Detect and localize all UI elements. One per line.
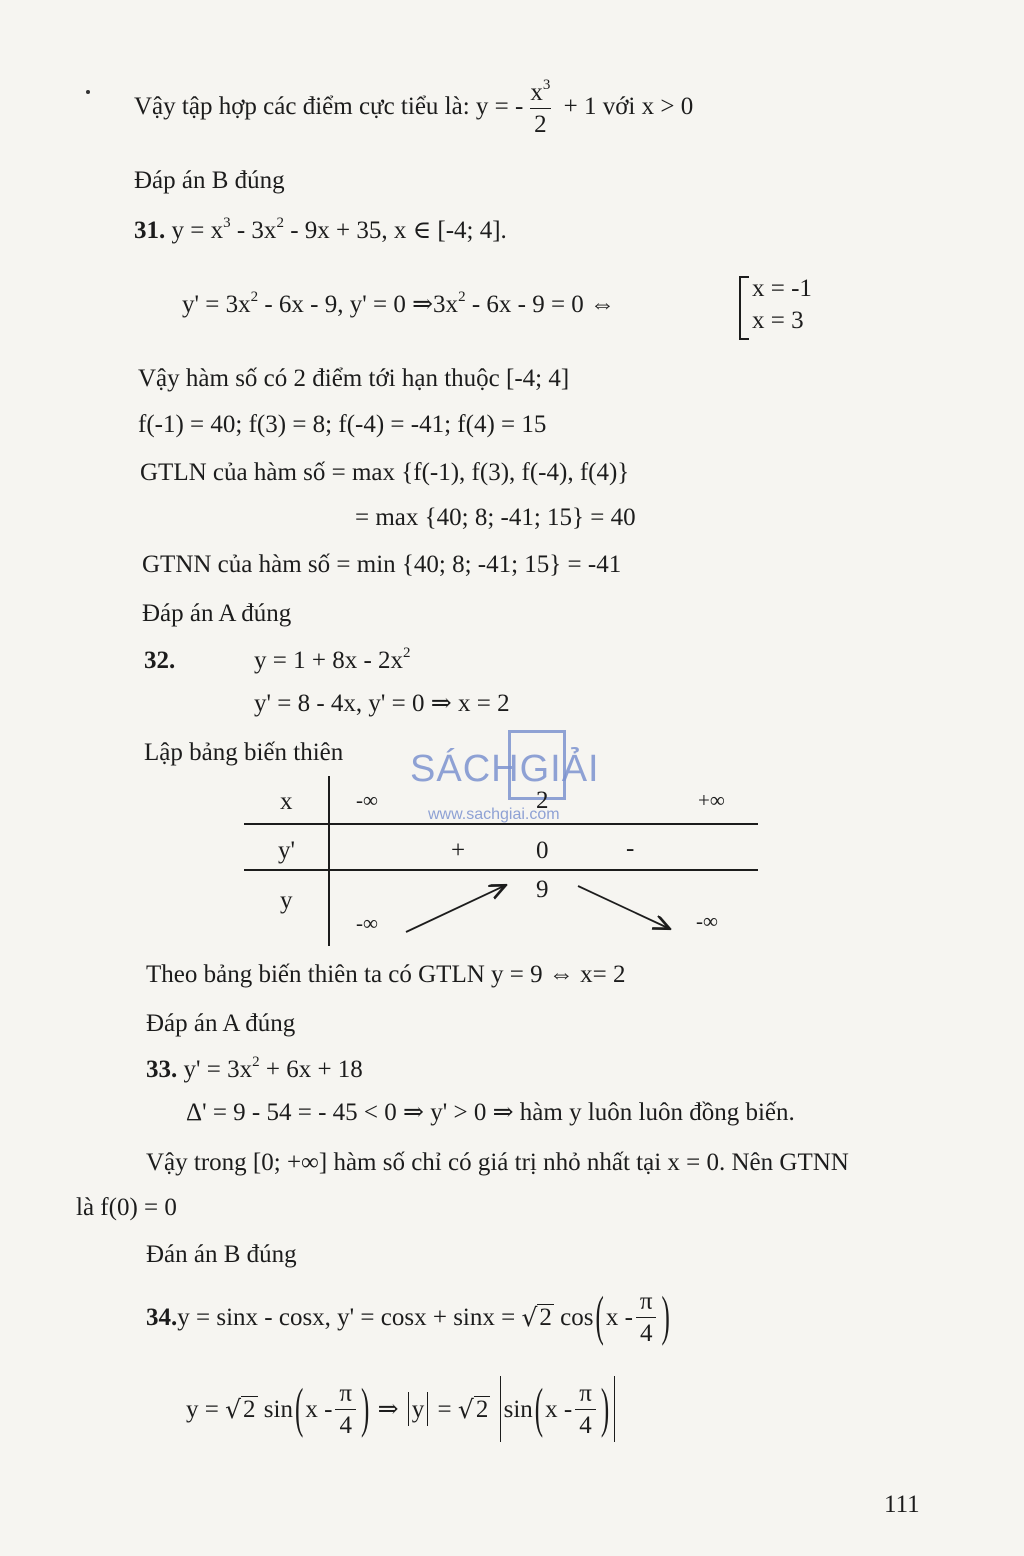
x-left: -∞	[356, 788, 378, 812]
answer-33: Đán án B đúng	[146, 1241, 297, 1268]
arrow-increasing	[406, 886, 504, 932]
fraction-pi-over-4: $\frac{\pi}{4}$	[636, 1289, 657, 1346]
y-left: -∞	[356, 911, 378, 935]
yprime-left: +	[451, 837, 466, 864]
root-1: x = -1	[752, 275, 812, 302]
problem-31-derivative: $y' = 3x^2 - 6x - 9$, y' = 0 $\Rightarrow 3x^2 - 6x - 9 = 0$ ⇔	[182, 288, 616, 318]
row-label-y: y	[280, 887, 293, 914]
variation-table-title: Lập bảng biến thiên	[144, 739, 344, 766]
answer-31: Đáp án A đúng	[142, 600, 292, 627]
problem-34-line-1: 34. y = sinx - cosx, y' = cosx + sinx = √ 2 cos ( x - $\frac{\pi}{4}$ )	[146, 1287, 670, 1347]
y-max: 9	[536, 876, 549, 903]
arrow-decreasing	[578, 886, 668, 928]
watermark-url: www.sachgiai.com	[428, 806, 560, 823]
x-mid: 2	[536, 787, 549, 814]
problem-32-derivative: y' = 8 - 4x, y' = 0 ⇒ x = 2	[254, 690, 510, 717]
min-line: GTNN của hàm số = min {40; 8; -41; 15} = -41	[142, 551, 622, 578]
problem-34-line-2: y = √ 2 sin ( x - $\frac{\pi}{4}$ ) ⇒ y = √ 2 sin ( x - $\frac{\pi}{4}$ )	[186, 1374, 618, 1444]
sqrt-symbol: √	[521, 1302, 538, 1332]
row-label-x: x	[280, 788, 293, 815]
function-values-line: f(-1) = 40; f(3) = 8; f(-4) = -41; f(4) = 15	[138, 411, 547, 438]
problem-32-number: 32.	[144, 647, 176, 674]
page-number: 111	[884, 1491, 920, 1518]
row-label-yprime: y'	[278, 837, 296, 864]
max-line-2: = max {40; 8; -41; 15} = 40	[355, 504, 636, 531]
problem-31-function: 31. $y = x^3 - 3x^2 - 9x + 35$, x ∈ [-4; 4].	[134, 214, 507, 244]
line-minimum-points: Vậy tập hợp các điểm cực tiểu là: y = - $\frac{x^3}{2}$ + 1 với x > 0	[134, 76, 694, 138]
yprime-mid: 0	[536, 837, 549, 864]
problem-32-function: $y = 1 + 8x - 2x^2$	[254, 644, 411, 674]
answer-30: Đáp án B đúng	[134, 167, 285, 194]
critical-points-line: Vậy hàm số có 2 điểm tới hạn thuộc [-4; 4]	[138, 365, 570, 392]
y-right: -∞	[696, 909, 718, 933]
answer-32: Đáp án A đúng	[146, 1010, 296, 1037]
watermark-logo: SÁCHGIẢI	[410, 748, 600, 790]
problem-33-derivative: 33. $y' = 3x^2 + 6x + 18$	[146, 1053, 363, 1083]
problem-32-conclusion: Theo bảng biến thiên ta có GTLN y = 9 ⇔ x= 2	[146, 961, 626, 988]
x-right: +∞	[698, 788, 725, 812]
fraction-x3-over-2: $\frac{x^3}{2}$	[530, 76, 551, 138]
problem-33-min-line-2: là f(0) = 0	[76, 1194, 177, 1221]
problem-33-min-line-1: Vậy trong [0; +∞] hàm số chỉ có giá trị nhỏ nhất tại x = 0. Nên GTNN	[146, 1149, 849, 1176]
problem-33-discriminant: Δ' = 9 - 54 = - 45 < 0 ⇒ y' > 0 ⇒ hàm y luôn luôn đồng biến.	[186, 1099, 795, 1126]
yprime-right: -	[626, 835, 635, 862]
max-line-1: GTLN của hàm số = max {f(-1), f(3), f(-4), f(4)}	[140, 459, 630, 486]
root-2: x = 3	[752, 307, 804, 334]
